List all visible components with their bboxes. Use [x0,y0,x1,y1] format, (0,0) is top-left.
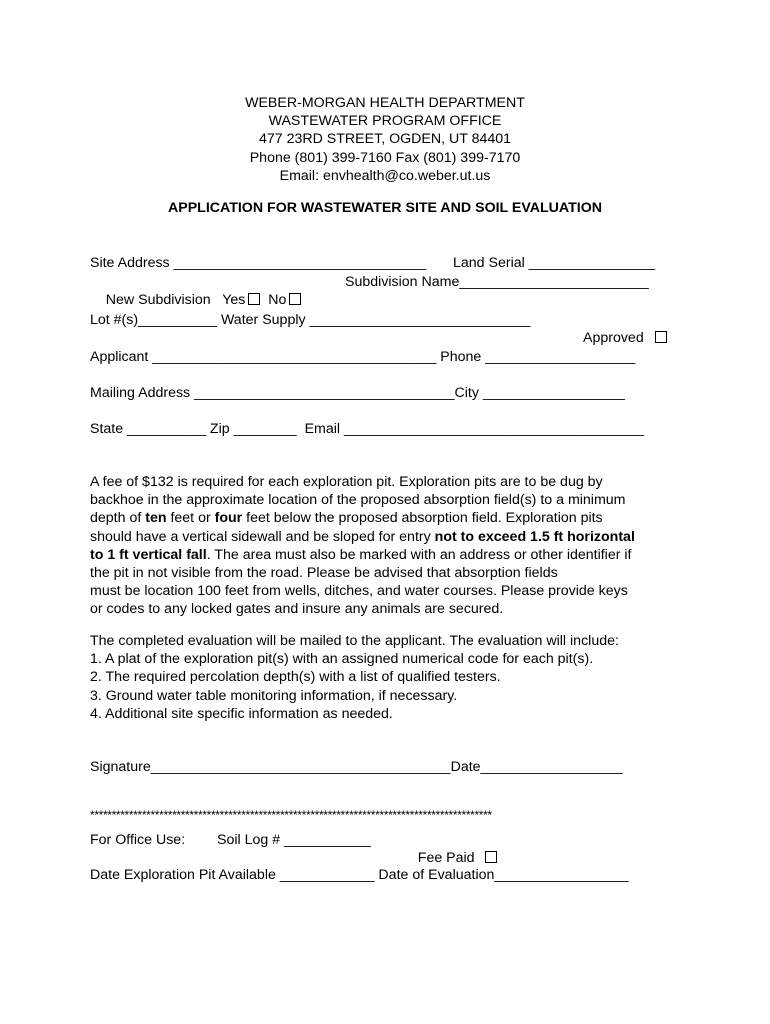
paragraph-line: must be location 100 feet from wells, ditches, and water courses. Please provide keys [90,583,628,600]
applicant-phone-field[interactable]: Applicant ____________________________________ Phone ___________________ [90,349,636,365]
letterhead [0,94,770,185]
office-address: 477 23RD STREET, OGDEN, UT 84401 [258,131,512,148]
text-span: should have a vertical sidewall and be sloped for entry [90,528,435,545]
evaluation-intro: The completed evaluation will be mailed to the applicant. The evaluation will include: [90,633,619,649]
fee-paragraph [90,473,680,619]
new-subdivision-label: New Subdivision Yes [105,292,246,308]
paragraph-line [90,546,680,564]
text-span: . The area must also be marked with an address or other identifier if [206,546,632,563]
form-title: APPLICATION FOR WASTEWATER SITE AND SOIL EVALUATION [167,200,603,216]
text-span: depth of [90,510,146,527]
soil-log-field[interactable]: Soil Log # ___________ [217,832,371,848]
paragraph-line: A fee of $132 is required for each exploration pit. Exploration pits are to be dug by [90,474,603,490]
evaluation-item: 3. Ground water table monitoring information, if necessary. [90,687,458,704]
separator-asterisks: ********************************************************************************************* [90,808,492,822]
subdivision-name-field[interactable]: Subdivision Name________________________ [345,274,649,290]
office-email: Email: envhealth@co.weber.ut.us [279,167,491,184]
bold-four: four [214,510,243,527]
approved-checkbox[interactable] [655,331,667,343]
no-checkbox[interactable] [289,293,301,305]
fee-paid-label: Fee Paid [417,850,475,866]
paragraph-line: or codes to any locked gates and insure any animals are secured. [90,601,504,618]
land-serial-field[interactable]: Land Serial ________________ [453,255,655,271]
site-address-field[interactable]: Site Address ________________________________ [90,255,427,271]
mailing-address-city-field[interactable]: Mailing Address _________________________________City __________________ [90,385,625,401]
lot-water-supply-field[interactable]: Lot #(s)__________ Water Supply ____________________________ [90,312,531,328]
evaluation-item: 1. A plat of the exploration pit(s) with an assigned numerical code for each pit(s). [90,651,594,668]
paragraph-line [90,528,680,546]
bold-slope-requirement: not to exceed 1.5 ft horizontal [434,528,635,545]
yes-checkbox[interactable] [248,293,260,305]
bold-slope-requirement-end: to 1 ft vertical fall [90,546,207,563]
signature-date-field[interactable]: Signature______________________________________Date__________________ [90,759,623,775]
phone-fax: Phone (801) 399-7160 Fax (801) 399-7170 [249,149,521,166]
text-span: feet or [166,510,215,527]
fee-paid-checkbox[interactable] [485,851,497,863]
no-label: No [268,292,287,308]
evaluation-item: 2. The required percolation depth(s) with a list of qualified testers. [90,669,501,686]
paragraph-line [90,509,680,527]
office-name: WASTEWATER PROGRAM OFFICE [268,113,502,130]
paragraph-line: backhoe in the approximate location of the proposed absorption field(s) to a minimum [90,492,626,509]
evaluation-paragraph [90,632,680,723]
bold-ten: ten [145,510,167,527]
approved-label: Approved [582,330,644,346]
department-name: WEBER-MORGAN HEALTH DEPARTMENT [245,95,525,111]
paragraph-line: the pit in not visible from the road. Please be advised that absorption fields [90,565,558,582]
date-exploration-evaluation-field[interactable]: Date Exploration Pit Available ____________ Date of Evaluation_________________ [90,867,629,883]
for-office-use-label: For Office Use: [90,832,186,848]
text-span: feet below the proposed absorption field. Exploration pits [242,510,603,527]
state-zip-email-field[interactable]: State __________ Zip ________ Email ______________________________________ [90,421,644,437]
evaluation-item: 4. Additional site specific information as needed. [90,705,393,722]
